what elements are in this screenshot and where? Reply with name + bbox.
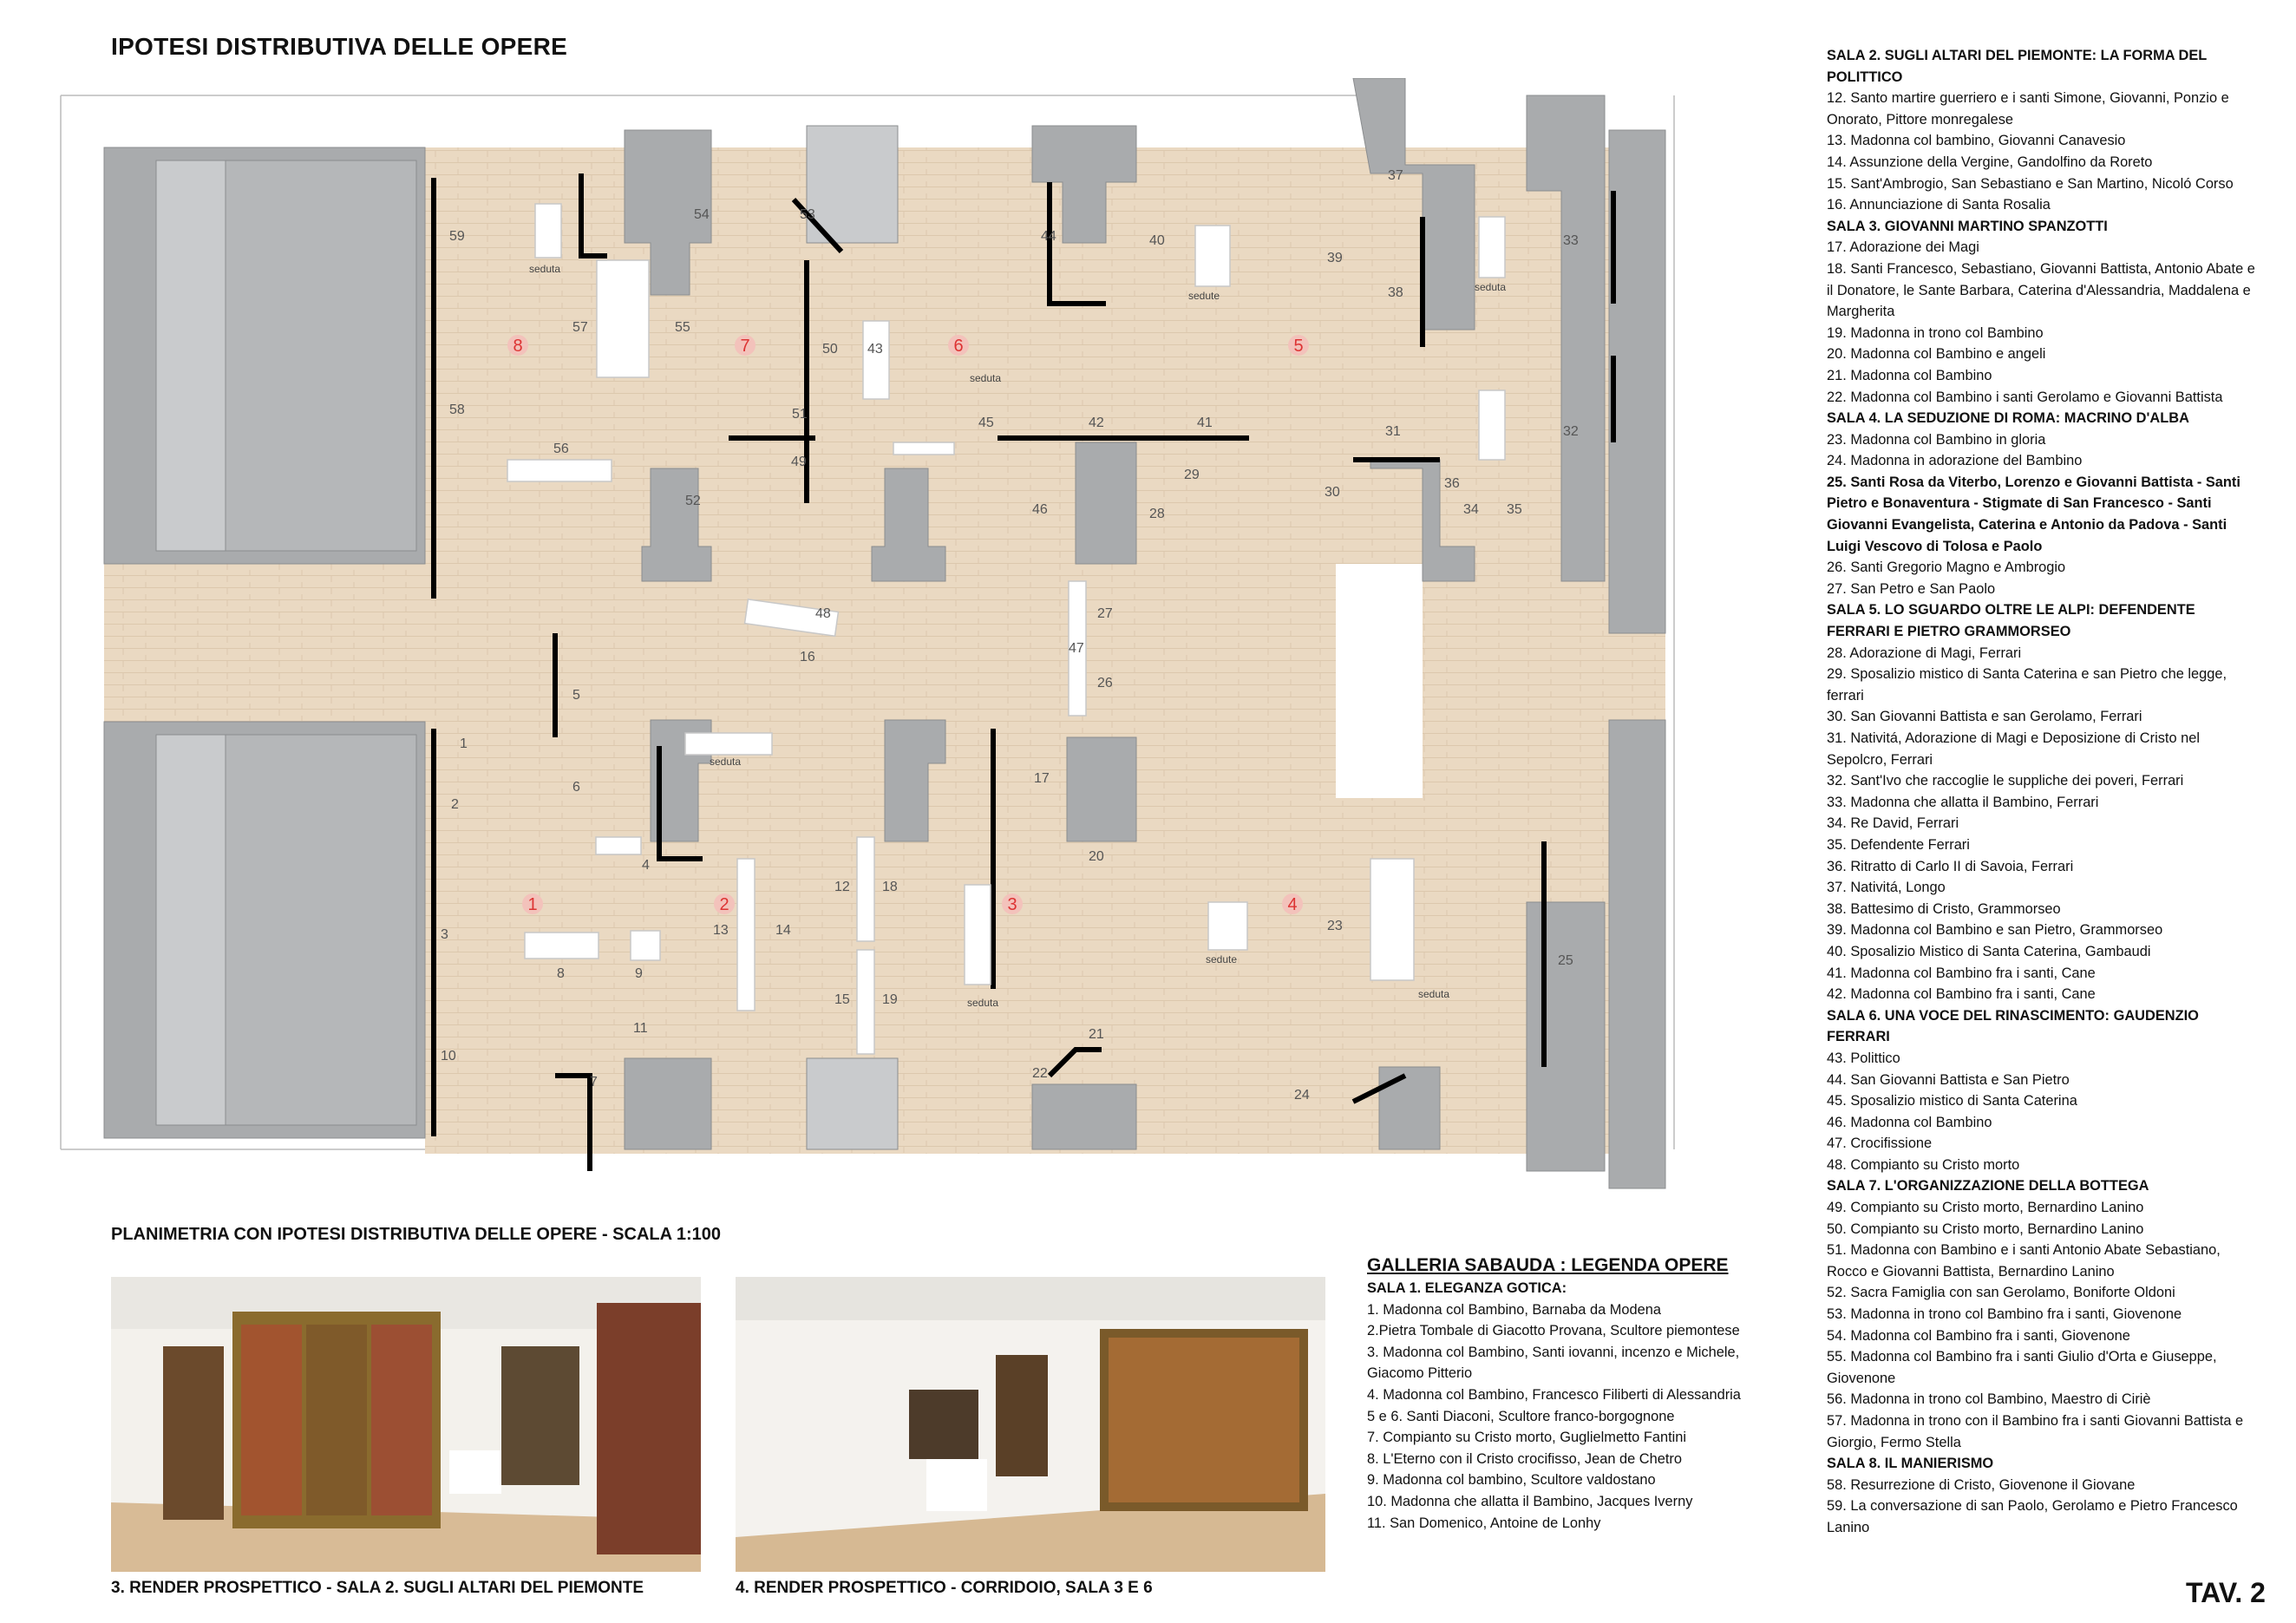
work-number: 13 bbox=[713, 923, 729, 938]
legend-heading: SALA 8. IL MANIERISMO bbox=[1827, 1456, 1994, 1472]
legend-item: 28. Adorazione di Magi, Ferrari bbox=[1827, 645, 2022, 661]
legend-item: 23. Madonna col Bambino in gloria bbox=[1827, 431, 2046, 448]
seat-label: seduta bbox=[967, 997, 999, 1009]
legend-item: 43. Polittico bbox=[1827, 1050, 1900, 1066]
plan-caption: PLANIMETRIA CON IPOTESI DISTRIBUTIVA DELLE OPERE - SCALA 1:100 bbox=[111, 1225, 722, 1244]
seat-label: seduta bbox=[710, 756, 742, 768]
legend-item: 36. Ritratto di Carlo II di Savoia, Ferrari bbox=[1827, 858, 2074, 874]
seat-label: sedute bbox=[1206, 953, 1238, 965]
legend-item: 21. Madonna col Bambino bbox=[1827, 367, 1992, 383]
work-number: 2 bbox=[451, 797, 459, 812]
legend-item: 2.Pietra Tombale di Giacotto Provana, Scultore piemontese bbox=[1367, 1323, 1740, 1339]
work-number: 59 bbox=[449, 229, 465, 244]
work-number: 5 bbox=[572, 688, 580, 703]
room-number: 1 bbox=[527, 895, 538, 914]
work-number: 22 bbox=[1032, 1066, 1048, 1081]
work-number: 55 bbox=[675, 320, 690, 335]
work-number: 54 bbox=[694, 207, 710, 222]
legend-item: 25. Santi Rosa da Viterbo, Lorenzo e Giovanni Battista - Santi Pietro e Bonaventura - Stigmate di San Francesco - Santi Giovanni Evangelista, Caterina e Antonio da Padova - Santi Luigi Vescovo di Tolosa e Paolo bbox=[1827, 474, 2240, 554]
legend-item: 35. Defendente Ferrari bbox=[1827, 836, 1970, 853]
room-number: 7 bbox=[740, 337, 750, 356]
legend-item: 47. Crocifissione bbox=[1827, 1135, 1933, 1152]
legend-heading: SALA 1. ELEGANZA GOTICA: bbox=[1367, 1280, 1567, 1296]
work-number: 23 bbox=[1327, 919, 1343, 933]
legend-item: 58. Resurrezione di Cristo, Giovenone il Giovane bbox=[1827, 1476, 2136, 1493]
work-number: 42 bbox=[1089, 416, 1104, 430]
legend-item: 46. Madonna col Bambino bbox=[1827, 1114, 1992, 1130]
work-number: 24 bbox=[1294, 1088, 1310, 1103]
work-number: 49 bbox=[791, 455, 807, 469]
work-number: 9 bbox=[635, 966, 643, 981]
legend-item: 56. Madonna in trono col Bambino, Maestro di Ciriè bbox=[1827, 1391, 2151, 1408]
legend-item: 5 e 6. Santi Diaconi, Scultore franco-borgognone bbox=[1367, 1408, 1675, 1424]
legend-heading: SALA 4. LA SEDUZIONE DI ROMA: MACRINO D'ALBA bbox=[1827, 410, 2189, 427]
legend-item: 16. Annunciazione di Santa Rosalia bbox=[1827, 197, 2051, 213]
legend-item: 10. Madonna che allatta il Bambino, Jacques Iverny bbox=[1367, 1493, 1693, 1509]
legend-item: 8. L'Eterno con il Cristo crocifisso, Jean de Chetro bbox=[1367, 1450, 1682, 1467]
work-number: 31 bbox=[1385, 424, 1401, 439]
legend-item: 55. Madonna col Bambino fra i santi Giulio d'Orta e Giuseppe, Giovenone bbox=[1827, 1349, 2217, 1386]
work-number: 30 bbox=[1325, 485, 1340, 500]
legend-item: 38. Battesimo di Cristo, Grammorseo bbox=[1827, 900, 2061, 917]
work-number: 19 bbox=[882, 992, 898, 1007]
work-number: 37 bbox=[1388, 168, 1403, 183]
legend-item: 34. Re David, Ferrari bbox=[1827, 815, 1959, 832]
legend-item: 41. Madonna col Bambino fra i santi, Cane bbox=[1827, 965, 2096, 981]
render-caption-1: 3. RENDER PROSPETTICO - SALA 2. SUGLI ALTARI DEL PIEMONTE bbox=[111, 1579, 644, 1597]
work-number: 27 bbox=[1097, 606, 1113, 621]
work-number: 3 bbox=[441, 927, 448, 942]
room-number: 3 bbox=[1007, 895, 1017, 914]
legend-item: 7. Compianto su Cristo morto, Guglielmetto Fantini bbox=[1367, 1430, 1687, 1446]
work-number: 6 bbox=[572, 780, 580, 795]
seat-label: sedute bbox=[1188, 290, 1220, 302]
work-number: 34 bbox=[1463, 502, 1479, 517]
seat-label: seduta bbox=[1475, 281, 1507, 293]
work-number: 45 bbox=[978, 416, 994, 430]
work-number: 16 bbox=[800, 650, 815, 664]
legend-item: 53. Madonna in trono col Bambino fra i santi, Giovenone bbox=[1827, 1306, 2182, 1323]
work-number: 29 bbox=[1184, 468, 1200, 482]
legend-heading: SALA 7. L'ORGANIZZAZIONE DELLA BOTTEGA bbox=[1827, 1178, 2149, 1194]
room-number: 2 bbox=[719, 895, 729, 914]
work-number: 33 bbox=[1563, 233, 1579, 248]
work-number: 44 bbox=[1041, 229, 1056, 244]
work-number: 52 bbox=[685, 494, 701, 508]
work-number: 11 bbox=[633, 1021, 648, 1036]
legend-item: 48. Compianto su Cristo morto bbox=[1827, 1156, 2020, 1173]
room-number: 8 bbox=[513, 337, 523, 356]
legend-item: 30. San Giovanni Battista e san Gerolamo, Ferrari bbox=[1827, 709, 2142, 725]
work-number: 58 bbox=[449, 402, 465, 417]
legend-item: 39. Madonna col Bambino e san Pietro, Grammorseo bbox=[1827, 922, 2163, 939]
render-sala-2 bbox=[111, 1277, 701, 1572]
room-number: 5 bbox=[1293, 337, 1304, 356]
work-number: 46 bbox=[1032, 502, 1048, 517]
seat-label: seduta bbox=[1418, 988, 1450, 1000]
legend-item: 3. Madonna col Bambino, Santi iovanni, incenzo e Michele, Giacomo Pitterio bbox=[1367, 1344, 1740, 1382]
legend-item: 19. Madonna in trono col Bambino bbox=[1827, 324, 2044, 341]
legend-item: 44. San Giovanni Battista e San Pietro bbox=[1827, 1071, 2070, 1088]
work-number: 53 bbox=[800, 207, 815, 222]
work-number: 26 bbox=[1097, 676, 1113, 690]
legend-item: 57. Madonna in trono con il Bambino fra i santi Giovanni Battista e Giorgio, Fermo Stella bbox=[1827, 1413, 2244, 1450]
legend-item: 13. Madonna col bambino, Giovanni Canavesio bbox=[1827, 133, 2126, 149]
legend-item: 1. Madonna col Bambino, Barnaba da Modena bbox=[1367, 1301, 1661, 1318]
legend-item: 14. Assunzione della Vergine, Gandolfino da Roreto bbox=[1827, 154, 2153, 170]
legend-item: 24. Madonna in adorazione del Bambino bbox=[1827, 453, 2083, 469]
legend-item: 11. San Domenico, Antoine de Lonhy bbox=[1367, 1515, 1601, 1531]
work-number: 48 bbox=[815, 606, 831, 621]
legend-item: 40. Sposalizio Mistico di Santa Caterina, Gambaudi bbox=[1827, 943, 2151, 959]
work-number: 14 bbox=[775, 923, 791, 938]
work-number: 32 bbox=[1563, 424, 1579, 439]
work-number: 51 bbox=[792, 407, 808, 422]
work-number: 12 bbox=[834, 880, 850, 894]
legend-heading: SALA 6. UNA VOCE DEL RINASCIMENTO: GAUDENZIO FERRARI bbox=[1827, 1007, 2199, 1045]
work-number: 25 bbox=[1558, 953, 1573, 968]
legend-item: 54. Madonna col Bambino fra i santi, Giovenone bbox=[1827, 1327, 2130, 1344]
legend-item: 17. Adorazione dei Magi bbox=[1827, 239, 1979, 256]
legend-item: 52. Sacra Famiglia con san Gerolamo, Boniforte Oldoni bbox=[1827, 1285, 2175, 1301]
legend-item: 15. Sant'Ambrogio, San Sebastiano e San Martino, Nicoló Corso bbox=[1827, 175, 2234, 192]
legend-item: 27. San Petro e San Paolo bbox=[1827, 580, 1996, 597]
render-corridor bbox=[736, 1277, 1325, 1572]
legend-item: 37. Nativitá, Longo bbox=[1827, 880, 1946, 896]
work-number: 39 bbox=[1327, 251, 1343, 265]
work-number: 10 bbox=[441, 1049, 456, 1063]
legend-item: 4. Madonna col Bambino, Francesco Filiberti di Alessandria bbox=[1367, 1386, 1741, 1403]
work-number: 38 bbox=[1388, 285, 1403, 300]
legend-heading: SALA 5. LO SGUARDO OLTRE LE ALPI: DEFENDENTE FERRARI E PIETRO GRAMMORSEO bbox=[1827, 602, 2195, 640]
legend-item: 50. Compianto su Cristo morto, Bernardino Lanino bbox=[1827, 1221, 2144, 1237]
legend-item: 32. Sant'Ivo che raccoglie le suppliche dei poveri, Ferrari bbox=[1827, 773, 2184, 789]
work-number: 41 bbox=[1197, 416, 1213, 430]
legend-item: 49. Compianto su Cristo morto, Bernardino Lanino bbox=[1827, 1200, 2144, 1216]
legend-item: 29. Sposalizio mistico di Santa Caterina e san Pietro che legge, ferrari bbox=[1827, 666, 2227, 704]
legend-item: 33. Madonna che allatta il Bambino, Ferrari bbox=[1827, 794, 2099, 810]
legend-item: 12. Santo martire guerriero e i santi Simone, Giovanni, Ponzio e Onorato, Pittore monregalese bbox=[1827, 90, 2229, 128]
work-number: 8 bbox=[557, 966, 565, 981]
room-number: 4 bbox=[1287, 895, 1298, 914]
work-number: 1 bbox=[460, 736, 468, 751]
page-title: IPOTESI DISTRIBUTIVA DELLE OPERE bbox=[111, 33, 568, 60]
legend-item: 20. Madonna col Bambino e angeli bbox=[1827, 346, 2046, 363]
legend-title: GALLERIA SABAUDA : LEGENDA OPERE bbox=[1367, 1255, 1729, 1275]
legend-heading: SALA 2. SUGLI ALTARI DEL PIEMONTE: LA FORMA DEL POLITTICO bbox=[1827, 48, 2207, 85]
legend-column bbox=[1827, 45, 2260, 1539]
work-number: 15 bbox=[834, 992, 850, 1007]
work-number: 57 bbox=[572, 320, 588, 335]
legend-item: 45. Sposalizio mistico di Santa Caterina bbox=[1827, 1093, 2077, 1109]
render-caption-2: 4. RENDER PROSPETTICO - CORRIDOIO, SALA 3 E 6 bbox=[736, 1579, 1153, 1597]
work-number: 35 bbox=[1507, 502, 1522, 517]
sheet-number: TAV. 2 bbox=[2186, 1577, 2266, 1608]
work-number: 4 bbox=[642, 858, 650, 873]
work-number: 28 bbox=[1149, 507, 1165, 521]
work-number: 17 bbox=[1034, 771, 1050, 786]
floor-plan bbox=[52, 78, 1691, 1232]
legend-item: 42. Madonna col Bambino fra i santi, Cane bbox=[1827, 986, 2096, 1003]
room-number: 6 bbox=[953, 337, 964, 356]
legend-item: 9. Madonna col bambino, Scultore valdostano bbox=[1367, 1472, 1656, 1489]
work-number: 43 bbox=[867, 342, 883, 357]
work-number: 21 bbox=[1089, 1027, 1104, 1042]
work-number: 56 bbox=[553, 442, 569, 456]
work-number: 36 bbox=[1444, 476, 1460, 491]
seat-label: seduta bbox=[970, 372, 1002, 384]
legend-item: 22. Madonna col Bambino i santi Gerolamo e Giovanni Battista bbox=[1827, 389, 2223, 405]
legend-item: 51. Madonna con Bambino e i santi Antonio Abate Sebastiano, Rocco e Giovanni Battista, Bernardino Lanino bbox=[1827, 1242, 2221, 1279]
legend-block-sala-1 bbox=[1367, 1253, 1749, 1534]
legend-item: 31. Nativitá, Adorazione di Magi e Deposizione di Cristo nel Sepolcro, Ferrari bbox=[1827, 730, 2201, 768]
seat-label: seduta bbox=[529, 263, 561, 275]
legend-item: 59. La conversazione di san Paolo, Gerolamo e Pietro Francesco Lanino bbox=[1827, 1498, 2238, 1535]
work-number: 47 bbox=[1069, 641, 1084, 656]
legend-item: 18. Santi Francesco, Sebastiano, Giovanni Battista, Antonio Abate e il Donatore, le Sante Barbara, Caterina d'Alessandria, Maddalena e Margherita bbox=[1827, 260, 2255, 320]
legend-heading: SALA 3. GIOVANNI MARTINO SPANZOTTI bbox=[1827, 218, 2108, 234]
legend-item: 26. Santi Gregorio Magno e Ambrogio bbox=[1827, 560, 2066, 576]
work-number: 20 bbox=[1089, 849, 1104, 864]
work-number: 40 bbox=[1149, 233, 1165, 248]
work-number: 7 bbox=[590, 1075, 598, 1090]
work-number: 50 bbox=[822, 342, 838, 357]
work-number: 18 bbox=[882, 880, 898, 894]
